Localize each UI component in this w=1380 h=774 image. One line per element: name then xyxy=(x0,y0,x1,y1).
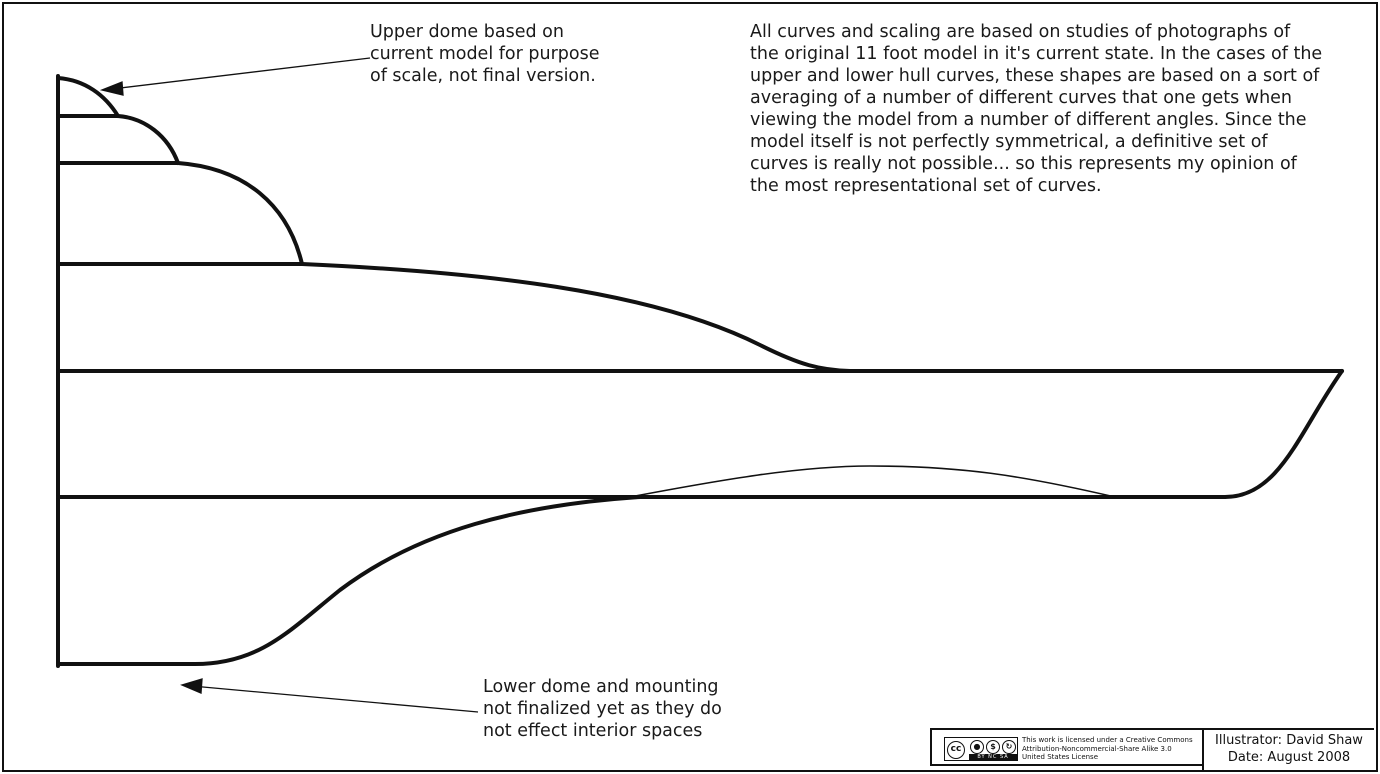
upper-dome-lower-curve xyxy=(178,163,302,264)
cc-badge-strip xyxy=(969,754,1017,760)
license-block xyxy=(930,728,1202,766)
upper-dome-leader-line xyxy=(112,58,370,89)
noncommercial-icon: $ xyxy=(986,740,1000,754)
lower-hull-curve xyxy=(58,497,640,664)
license-text: This work is licensed under a Creative Commons Attribution-Noncommercial-Share Alike 3.0 United States License xyxy=(1022,736,1193,761)
upper-dome-arrowhead xyxy=(102,82,123,95)
upper-dome-note: Upper dome based on current model for purpose of scale, not final version. xyxy=(370,22,600,86)
lower-dome-leader-line xyxy=(192,686,478,712)
credit-block xyxy=(1202,728,1374,770)
badge-sa-label: SA xyxy=(999,754,1009,760)
bow-edge-curve xyxy=(1225,371,1342,497)
lower-dome-note: Lower dome and mounting not finalized yet as they do not effect interior spaces xyxy=(483,677,722,741)
badge-nc-label: NC xyxy=(988,754,998,760)
lower-hull-inner-curve xyxy=(630,466,1115,497)
upper-dome-top-curve xyxy=(58,78,118,116)
upper-dome-middle-curve xyxy=(118,116,178,163)
cc-logo-icon: cc xyxy=(947,741,965,759)
share-alike-icon: ↻ xyxy=(1002,740,1016,754)
curves-explanation-note: All curves and scaling are based on studies of photographs of the original 11 foot model in it's current state. In the cases of the upper and lower hull curves, these shapes are based on a sort of averaging of a number of different curves that one gets when viewing the model from a number of different angles. Since the model itself is not perfectly symmetrical, a definitive set of curves is really not possible... so this represents my opinion of the most representational set of curves. xyxy=(750,22,1323,196)
lower-dome-arrowhead xyxy=(182,679,202,693)
illustrator-credit: Illustrator: David Shaw xyxy=(1215,733,1363,748)
badge-by-label: BY xyxy=(977,754,986,760)
date-credit: Date: August 2008 xyxy=(1227,750,1351,765)
cc-license-badge xyxy=(944,737,1018,761)
attribution-icon: ● xyxy=(970,740,984,754)
upper-hull-curve xyxy=(58,264,850,371)
